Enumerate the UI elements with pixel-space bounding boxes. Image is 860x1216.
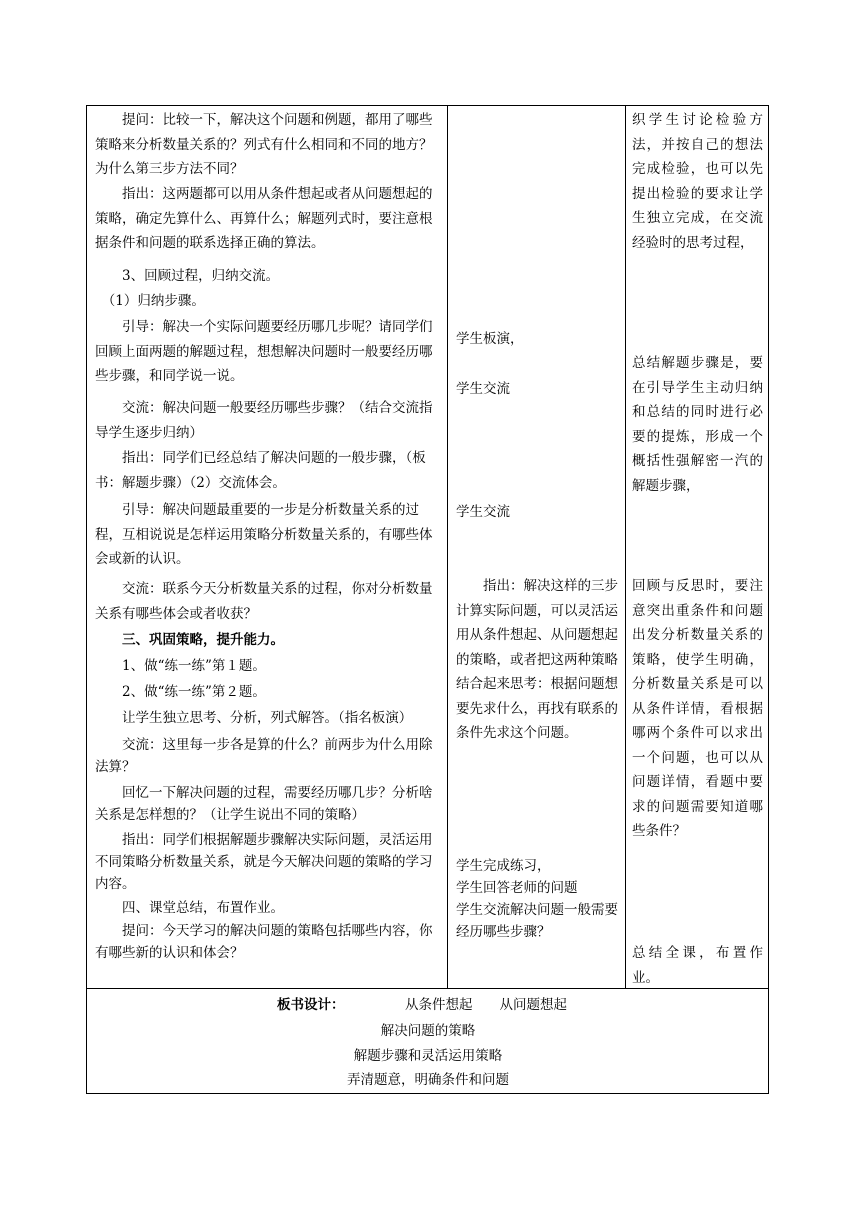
column-divider-1 <box>447 105 448 989</box>
table-bottom-border <box>86 1093 769 1094</box>
exercise-1: 1、做“练一练”第１题。 <box>95 658 266 674</box>
guide-solving-steps: 引导：解决一个实际问题要经历哪几步呢？请同学们回顾上面两题的解题过程，想想解决问题时一般要经历哪些步骤，和同学说一说。 <box>95 319 433 384</box>
strategy-point-out: 指出：解决这样的三步计算实际问题，可以灵活运用从条件想起、从问题想起的策略，或者把这两种策略结合起来思考：根据问题想要先求什么，再找有联系的条件先求这个问题。 <box>456 578 618 741</box>
board-line-strategies: 从条件想起 从问题想起 <box>405 997 567 1013</box>
design-note-summary: 总结全课，布置作业。 <box>632 945 763 986</box>
board-line-title: 解决问题的策略 <box>380 1023 476 1039</box>
independent-thinking: 让学生独立思考、分析，列式解答。（指名板演） <box>95 710 413 726</box>
step3-heading: 3、回顾过程，归纳交流。 <box>95 268 280 284</box>
student-board-demo: 学生板演， <box>456 331 524 347</box>
board-line-understand: 弄清题意，明确条件和问题 <box>347 1072 509 1088</box>
exercise-2: 2、做“练一练”第２题。 <box>95 684 266 700</box>
table-right-border <box>768 105 769 1094</box>
design-note-reflection: 回顾与反思时，要注意突出重条件和问题出发分析数量关系的策略，使学生明确，分析数量关系是可以从条件详情，看根据哪两个条件可以求出一个问题，也可以从问题详情，看题中要求的问题需要知道哪些条件？ <box>632 578 763 839</box>
summarize-steps-heading: （1）归纳步骤。 <box>95 293 205 309</box>
point-out-board-steps: 指出：同学们已经总结了解决问题的一般步骤，（板书：解题步骤）（2）交流体会。 <box>95 450 426 491</box>
student-practice: 学生完成练习， 学生回答老师的问题 学生交流解决问题一般需要经历哪些步骤？ <box>456 858 618 940</box>
exchange-general-steps: 交流：解决问题一般要经历哪些步骤？（结合交流指导学生逐步归纳） <box>95 400 433 441</box>
column-divider-2 <box>625 105 626 989</box>
section4-heading: 四、课堂总结，布置作业。 <box>95 900 284 916</box>
student-exchange-1: 学生交流 <box>456 381 510 397</box>
exchange-reflection: 交流：联系今天分析数量关系的过程，你对分析数量关系有哪些体会或者收获？ <box>95 581 433 622</box>
exchange-each-step: 交流：这里每一步各是算的什么？前两步为什么用除法算？ <box>95 737 433 775</box>
design-note-checking: 织学生讨论检验方法，并按自己的想法完成检验，也可以先提出检验的要求让学生独立完成，在交流经验时的思考过程， <box>632 112 763 251</box>
guide-analysis-process: 引导：解决问题最重要的一步是分析数量关系的过程，互相说说是怎样运用策略分析数量关系的，有哪些体会或新的认识。 <box>95 502 433 567</box>
table-left-border <box>86 105 87 1094</box>
point-out-summary: 指出：同学们根据解题步骤解决实际问题，灵活运用不同策略分析数量关系，就是今天解决问题的策略的学习内容。 <box>95 832 433 892</box>
student-exchange-2: 学生交流 <box>456 504 510 520</box>
design-note-steps: 总结解题步骤是，要在引导学生主动归纳和总结的同时进行必要的提炼，形成一个概括性强解密一汽的解题步骤， <box>632 355 763 494</box>
recall-process: 回忆一下解决问题的过程，需要经历哪几步？分析啥关系是怎样想的？（让学生说出不同的策略） <box>95 785 433 823</box>
final-question: 提问：今天学习的解决问题的策略包括哪些内容，你有哪些新的认识和体会？ <box>95 923 433 961</box>
teacher-point-out-strategy: 指出：这两题都可以用从条件想起或者从问题想起的策略，确定先算什么、再算什么；解题列式时，要注意根据条件和问题的联系选择正确的算法。 <box>95 186 433 251</box>
table-top-border <box>86 105 769 106</box>
board-design-heading <box>87 993 769 1017</box>
board-line-steps: 解题步骤和灵活运用策略 <box>353 1048 503 1064</box>
section3-heading: 三、巩固策略，提升能力。 <box>95 632 284 648</box>
teacher-question-compare: 提问：比较一下，解决这个问题和例题，都用了哪些策略来分析数量关系的？列式有什么相同和不同的地方？为什么第三步方法不同？ <box>95 112 433 177</box>
board-design-label: 板书设计： <box>277 997 345 1013</box>
